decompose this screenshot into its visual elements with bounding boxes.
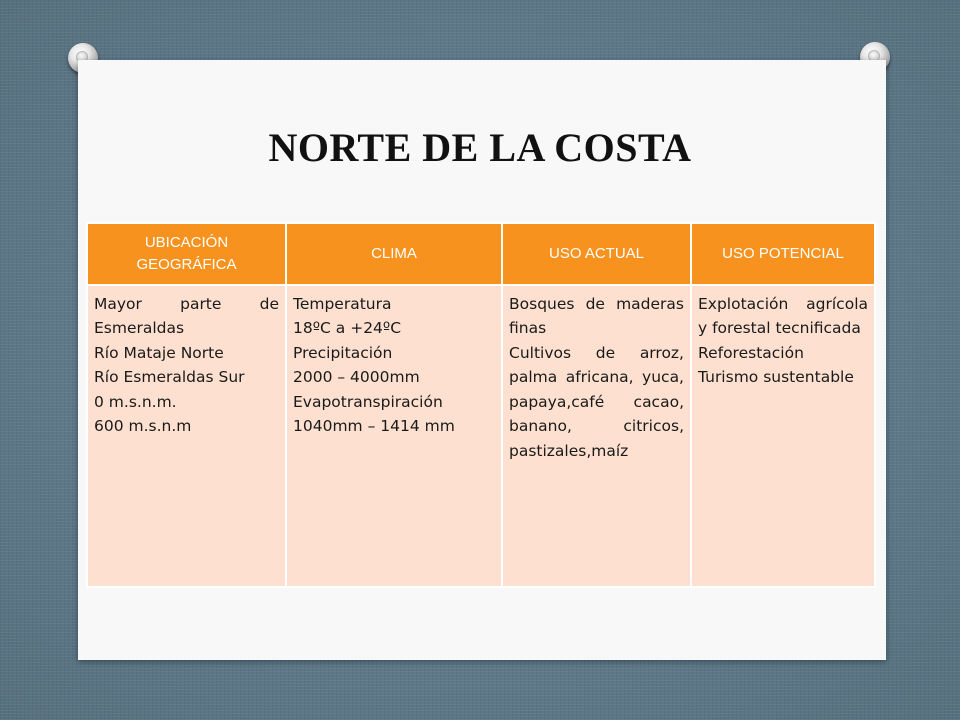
header-ubicacion: UBICACIÓN GEOGRÁFICA — [87, 223, 286, 285]
cell-line: Evapotranspiración — [293, 392, 443, 411]
cell-line: 1040mm – 1414 mm — [293, 417, 455, 436]
cell-uso-actual — [502, 285, 691, 587]
cell-line: Turismo sustentable — [698, 368, 854, 387]
cell-line: Río Esmeraldas Sur — [94, 368, 245, 387]
cell-clima — [286, 285, 502, 587]
header-uso-actual: USO ACTUAL — [502, 223, 691, 285]
cell-line: 0 m.s.n.m. — [94, 392, 177, 411]
cell-line: Río Mataje Norte — [94, 343, 224, 362]
cell-line: Temperatura — [293, 295, 392, 313]
cell-uso-potencial — [691, 285, 875, 587]
header-clima: CLIMA — [286, 223, 502, 285]
cell-ubicacion — [87, 285, 286, 587]
cell-line: 18ºC a +24ºC — [293, 319, 402, 338]
table-header-row — [87, 223, 875, 285]
cell-line: Explotación agrícola y forestal tecnificada — [698, 295, 868, 338]
header-uso-potencial: USO POTENCIAL — [691, 223, 875, 285]
info-table — [86, 222, 876, 588]
slide-title: NORTE DE LA COSTA — [268, 125, 692, 170]
cell-line: Mayor parte de Esmeraldas — [94, 295, 279, 338]
cell-line: 600 m.s.n.m — [94, 417, 192, 436]
cell-line: Bosques de maderas finas — [509, 295, 684, 338]
cell-line: Cultivos de arroz, palma africana, yuca, papaya,café cacao, banano, citricos, pastizales,maíz — [509, 343, 684, 460]
cell-line: Precipitación — [293, 343, 393, 362]
cell-line: 2000 – 4000mm — [293, 368, 420, 387]
cell-line: Reforestación — [698, 343, 804, 362]
table-row — [87, 285, 875, 587]
